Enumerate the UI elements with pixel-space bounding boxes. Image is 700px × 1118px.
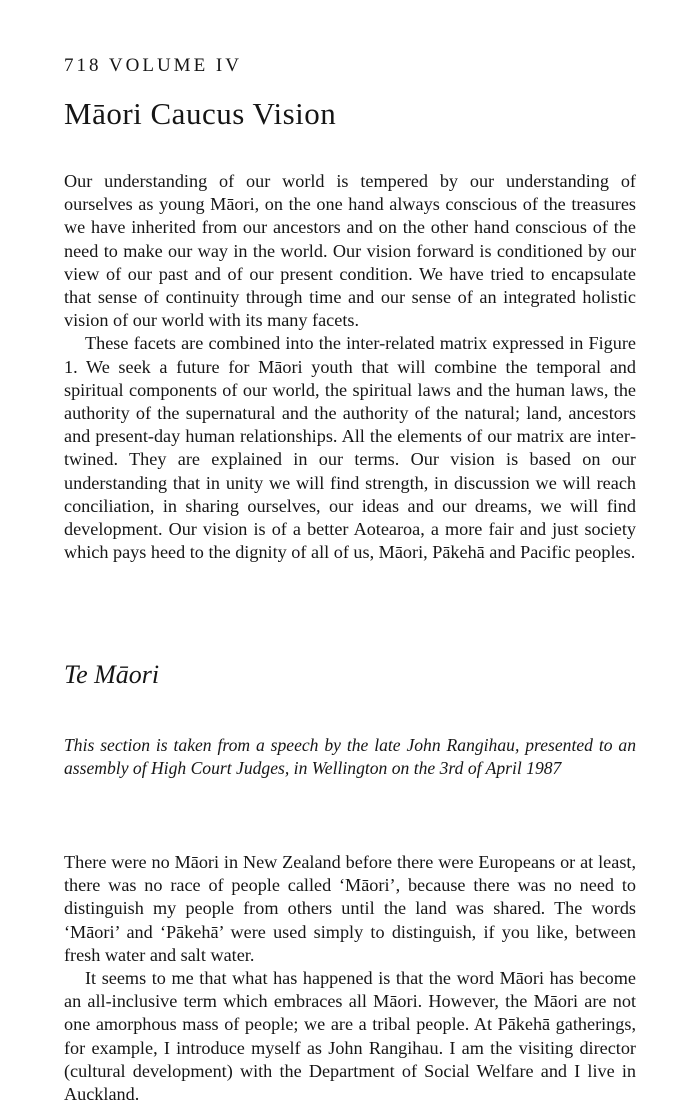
running-head: 718 VOLUME IV [64, 55, 242, 76]
chapter-title: Māori Caucus Vision [64, 96, 337, 131]
section-title: Te Māori [64, 660, 160, 689]
chapter-body [64, 170, 636, 564]
chapter-paragraph-2: These facets are combined into the inter-related matrix expressed in Figure 1. We seek a future for Māori youth that will combine the temporal and spiritual components of our world, the spiritual laws and the human laws, the authority of the supernatural and the authority of the natural; land, ancestors and present-day human relationships. All the elements of our matrix are intertwined. They are explained in our terms. Our vision is based on our understanding that in unity we will find strength, in discussion we will reach conciliation, in sharing ourselves, our ideas and our dreams, we will find development. Our vision is of a better Aotearoa, a more fair and just society which pays heed to the dignity of all of us, Māori, Pākehā and Pacific peoples. [64, 333, 636, 563]
section-intro-note: This section is taken from a speech by the late John Rangihau, presented to an assembly of High Court Judges, in Wellington on the 3rd of April 1987 [64, 735, 636, 779]
section-body [64, 851, 636, 1106]
chapter-paragraph-1: Our understanding of our world is tempered by our understanding of ourselves as young Māori, on the one hand always conscious of the treasures we have inherited from our ancestors and on the other hand conscious of the need to make our way in the world. Our vision forward is conditioned by our view of our past and of our present condition. We have tried to encapsulate that sense of continuity through time and our sense of an integrated holistic vision of our world with its many facets. [64, 171, 636, 331]
section-paragraph-2: It seems to me that what has happened is that the word Māori has become an all-inclusive term which embraces all Māori. However, the Māori are not one amorphous mass of people; we are a tribal people. At Pākehā gatherings, for example, I introduce myself as John Rangihau. I am the visiting director (cultural development) with the Department of Social Welfare and I live in Auckland. [64, 968, 636, 1105]
section-paragraph-1: There were no Māori in New Zealand before there were Europeans or at least, there was no race of people called ‘Māori’, because there was no need to distinguish my people from others until the land was shared. The words ‘Māori’ and ‘Pākehā’ were used simply to distinguish, if you like, between fresh water and salt water. [64, 852, 636, 965]
